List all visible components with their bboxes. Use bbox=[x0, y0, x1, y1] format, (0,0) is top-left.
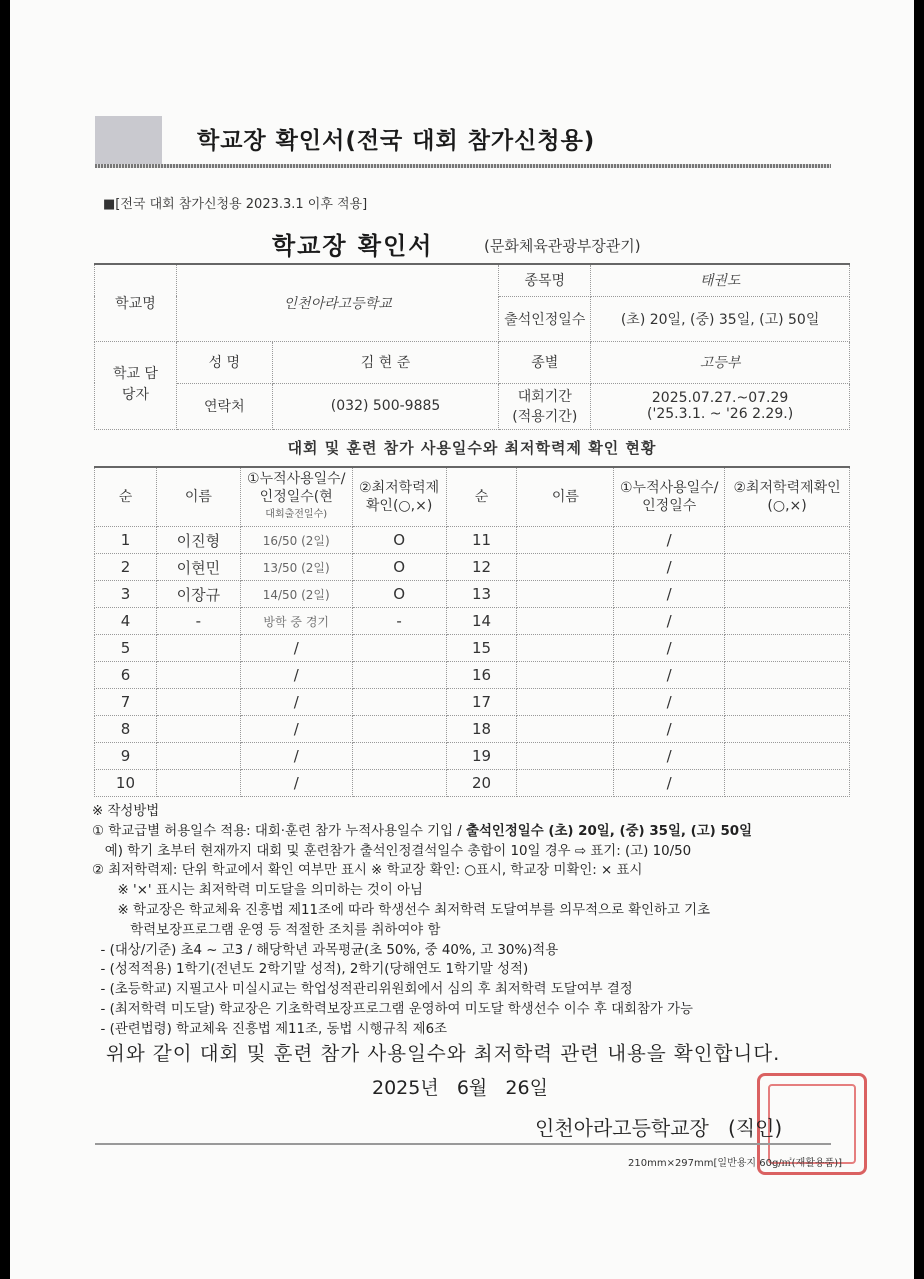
period-label-line2: (적용기간) bbox=[512, 409, 578, 425]
row-days: / bbox=[614, 689, 725, 716]
main-title: 학교장 확인서 bbox=[272, 232, 434, 260]
row-days: / bbox=[614, 527, 725, 554]
instructions bbox=[92, 802, 752, 1040]
confirm-statement: 위와 같이 대회 및 훈련 참가 사용일수와 최저학력 관련 내용을 확인합니다. bbox=[106, 1042, 781, 1065]
col-min-right: ②최저학력제확인(○,×) bbox=[725, 467, 850, 527]
row-name bbox=[517, 662, 614, 689]
note-9: - (최저학력 미도달) 학교장은 기초학력보장프로그램 운영하여 미도달 학생선수 이수 후 대회참가 가능 bbox=[92, 1001, 693, 1017]
row-name: 이현민 bbox=[156, 554, 240, 581]
row-check bbox=[725, 716, 850, 743]
header-title: 학교장 확인서(전국 대회 참가신청용) bbox=[197, 128, 596, 154]
row-name: 이장규 bbox=[156, 581, 240, 608]
table-row bbox=[95, 770, 850, 797]
row-name bbox=[517, 554, 614, 581]
note-3: ※ '×' 표시는 최저학력 미도달을 의미하는 것이 아님 bbox=[92, 883, 423, 899]
table-row bbox=[95, 743, 850, 770]
row-check bbox=[352, 770, 446, 797]
name-value: 김 현 준 bbox=[272, 341, 499, 383]
row-days: / bbox=[240, 689, 352, 716]
row-no: 7 bbox=[95, 689, 157, 716]
row-name bbox=[517, 527, 614, 554]
row-days: / bbox=[614, 770, 725, 797]
note-6: - (대상/기준) 초4 ~ 고3 / 해당학년 과목평균(초 50%, 중 40%, 고 30%)적용 bbox=[92, 942, 559, 958]
row-name: - bbox=[156, 608, 240, 635]
row-check bbox=[725, 662, 850, 689]
col-no-right: 순 bbox=[446, 467, 517, 527]
row-days: / bbox=[614, 743, 725, 770]
row-check bbox=[725, 554, 850, 581]
row-check bbox=[352, 716, 446, 743]
row-check: - bbox=[352, 608, 446, 635]
col-days-left-sub: 대회출전일수) bbox=[265, 509, 328, 520]
paper-spec: 210mm×297mm[일반용지 60g/㎡(재활용품)] bbox=[628, 1158, 843, 1169]
row-days: / bbox=[240, 743, 352, 770]
school-label: 학교명 bbox=[95, 264, 177, 341]
row-days: / bbox=[240, 716, 352, 743]
row-no: 13 bbox=[446, 581, 517, 608]
contact-label: 연락처 bbox=[176, 383, 272, 429]
note-4: ※ 학교장은 학교체육 진흥법 제11조에 따라 학생선수 최저학력 도달여부를 의무적으로 확인하고 기초 bbox=[92, 902, 711, 918]
main-subtitle: (문화체육관광부장관기) bbox=[484, 237, 641, 255]
event-label: 종목명 bbox=[499, 264, 591, 296]
note-10: - (관련법령) 학교체육 진흥법 제11조, 동법 시행규칙 제6조 bbox=[92, 1021, 448, 1037]
period-label bbox=[499, 383, 591, 429]
row-name bbox=[156, 716, 240, 743]
row-check bbox=[725, 689, 850, 716]
category-label: 종별 bbox=[499, 341, 591, 383]
event-value: 태권도 bbox=[591, 264, 850, 296]
row-name bbox=[156, 770, 240, 797]
row-name: 이진형 bbox=[156, 527, 240, 554]
staff-label: 학교 담당자 bbox=[95, 341, 177, 429]
issue-date: 2025년 6월 26일 bbox=[372, 1077, 548, 1099]
row-days: 13/50 (2일) bbox=[240, 554, 352, 581]
row-check: O bbox=[352, 554, 446, 581]
period-label-line1: 대회기간 bbox=[517, 389, 572, 405]
row-days: / bbox=[614, 554, 725, 581]
row-no: 11 bbox=[446, 527, 517, 554]
header-gray-block bbox=[95, 116, 162, 164]
row-name bbox=[517, 770, 614, 797]
row-check: O bbox=[352, 581, 446, 608]
row-check bbox=[725, 608, 850, 635]
note-7: - (성적적용) 1학기(전년도 2학기말 성적), 2학기(당해연도 1학기말 성적) bbox=[92, 962, 529, 978]
row-days: 방학 중 경기 bbox=[240, 608, 352, 635]
principal-signature: 인천아라고등학교장 (직인) bbox=[535, 1116, 783, 1140]
note-5: 학력보장프로그램 운영 등 적절한 조치를 취하여야 함 bbox=[92, 922, 441, 938]
row-check bbox=[725, 527, 850, 554]
name-label: 성 명 bbox=[176, 341, 272, 383]
row-no: 16 bbox=[446, 662, 517, 689]
row-no: 17 bbox=[446, 689, 517, 716]
table-row bbox=[95, 554, 850, 581]
note-1 bbox=[92, 822, 752, 842]
period-value-line2: ('25.3.1. ~ '26 2.29.) bbox=[647, 406, 794, 422]
col-no-left: 순 bbox=[95, 467, 157, 527]
note-1-bold: 출석인정일수 (초) 20일, (중) 35일, (고) 50일 bbox=[466, 823, 753, 839]
row-days: 14/50 (2일) bbox=[240, 581, 352, 608]
row-name bbox=[156, 689, 240, 716]
col-days-left bbox=[240, 467, 352, 527]
row-days: / bbox=[614, 608, 725, 635]
athlete-table bbox=[94, 466, 850, 797]
row-name bbox=[517, 608, 614, 635]
row-days: / bbox=[240, 770, 352, 797]
row-check bbox=[725, 581, 850, 608]
row-check: O bbox=[352, 527, 446, 554]
note-2: ② 최저학력제: 단위 학교에서 확인 여부만 표시 ※ 학교장 확인: ○표시, 학교장 미확인: × 표시 bbox=[92, 863, 643, 879]
contact-value: (032) 500-9885 bbox=[272, 383, 499, 429]
row-days: 16/50 (2일) bbox=[240, 527, 352, 554]
row-name bbox=[517, 689, 614, 716]
table-row bbox=[95, 608, 850, 635]
category-value: 고등부 bbox=[591, 341, 850, 383]
row-days: / bbox=[614, 716, 725, 743]
col-days-right: ①누적사용일수/인정일수 bbox=[614, 467, 725, 527]
col-name-right: 이름 bbox=[517, 467, 614, 527]
row-days: / bbox=[240, 635, 352, 662]
row-no: 19 bbox=[446, 743, 517, 770]
row-name bbox=[517, 581, 614, 608]
row-no: 5 bbox=[95, 635, 157, 662]
row-no: 18 bbox=[446, 716, 517, 743]
row-no: 8 bbox=[95, 716, 157, 743]
row-check bbox=[352, 635, 446, 662]
row-no: 15 bbox=[446, 635, 517, 662]
school-value: 인천아라고등학교 bbox=[176, 264, 498, 341]
row-check bbox=[725, 770, 850, 797]
row-no: 12 bbox=[446, 554, 517, 581]
notes-heading: ※ 작성방법 bbox=[92, 804, 160, 819]
row-name bbox=[156, 662, 240, 689]
attendance-value: (초) 20일, (중) 35일, (고) 50일 bbox=[591, 296, 850, 341]
applies-note: ■[전국 대회 참가신청용 2023.3.1 이후 적용] bbox=[103, 197, 368, 212]
row-name bbox=[156, 635, 240, 662]
row-name bbox=[517, 743, 614, 770]
period-value bbox=[591, 383, 850, 429]
row-no: 4 bbox=[95, 608, 157, 635]
attendance-label: 출석인정일수 bbox=[499, 296, 591, 341]
row-name bbox=[517, 716, 614, 743]
row-no: 3 bbox=[95, 581, 157, 608]
row-days: / bbox=[614, 581, 725, 608]
row-check bbox=[725, 743, 850, 770]
row-check bbox=[352, 743, 446, 770]
row-check bbox=[352, 689, 446, 716]
row-no: 1 bbox=[95, 527, 157, 554]
section-title: 대회 및 훈련 참가 사용일수와 최저학력제 확인 현황 bbox=[287, 439, 657, 457]
row-no: 2 bbox=[95, 554, 157, 581]
header-rule bbox=[95, 164, 831, 168]
table-row bbox=[95, 716, 850, 743]
row-check bbox=[725, 635, 850, 662]
note-1b: 예) 학기 초부터 현재까지 대회 및 훈련참가 출석인정결석일수 총합이 10일 경우 ⇨ 표기: (고) 10/50 bbox=[92, 843, 692, 859]
table-row bbox=[95, 662, 850, 689]
row-no: 6 bbox=[95, 662, 157, 689]
period-value-line1: 2025.07.27.~07.29 bbox=[651, 390, 789, 406]
footer-rule bbox=[95, 1143, 831, 1145]
row-no: 10 bbox=[95, 770, 157, 797]
note-8: - (초등학교) 지필고사 미실시교는 학업성적관리위원회에서 심의 후 최저학력 도달여부 결정 bbox=[92, 982, 633, 998]
table-row bbox=[95, 635, 850, 662]
row-no: 14 bbox=[446, 608, 517, 635]
row-days: / bbox=[614, 635, 725, 662]
table-row bbox=[95, 527, 850, 554]
row-name bbox=[156, 743, 240, 770]
row-no: 9 bbox=[95, 743, 157, 770]
row-days: / bbox=[614, 662, 725, 689]
col-name-left: 이름 bbox=[156, 467, 240, 527]
row-days: / bbox=[240, 662, 352, 689]
note-1-text: ① 학교급별 허용일수 적용: 대회·훈련 참가 누적사용일수 기입 / bbox=[92, 823, 467, 839]
col-min-left: ②최저학력제확인(○,×) bbox=[352, 467, 446, 527]
school-info-table bbox=[94, 263, 850, 430]
table-row bbox=[95, 689, 850, 716]
row-check bbox=[352, 662, 446, 689]
row-name bbox=[517, 635, 614, 662]
table-row bbox=[95, 581, 850, 608]
row-no: 20 bbox=[446, 770, 517, 797]
col-days-left-text: ①누적사용일수/인정일수(현 bbox=[247, 471, 346, 505]
